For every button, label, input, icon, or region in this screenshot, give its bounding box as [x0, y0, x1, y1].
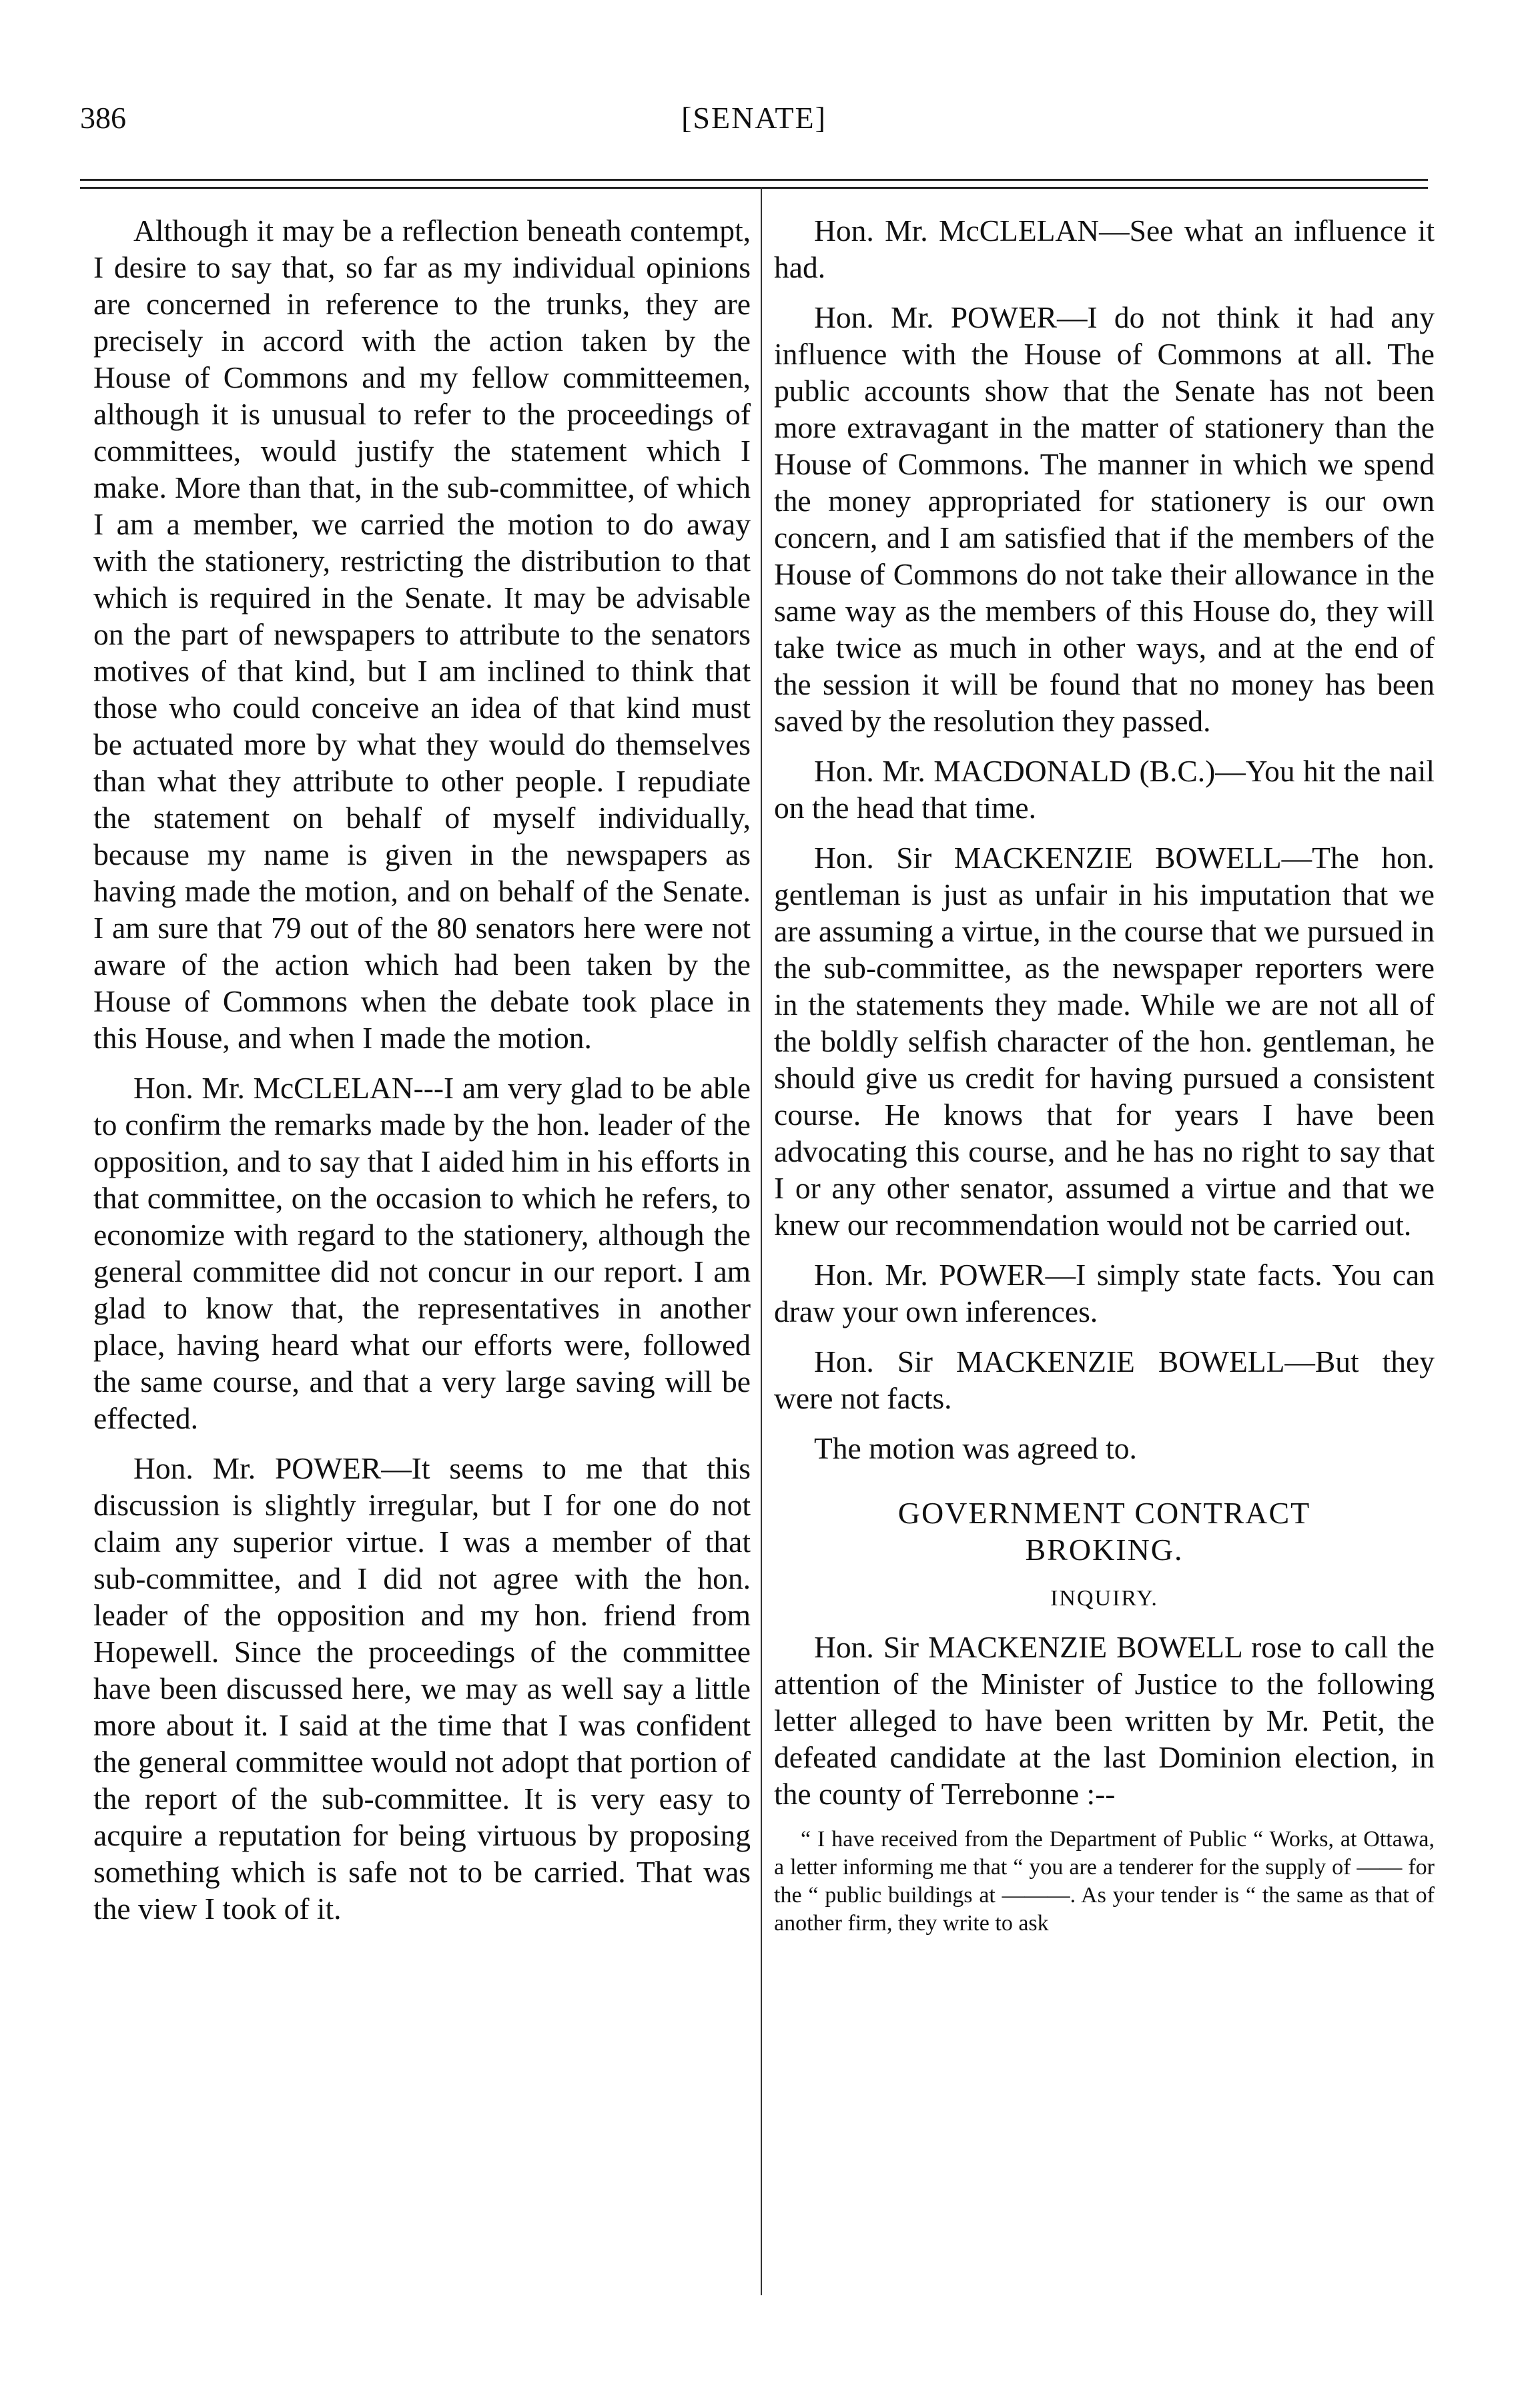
paragraph: Hon. Mr. POWER—I simply state facts. You can draw your own inferences. — [774, 1258, 1435, 1328]
paragraph: Hon. Sir MACKENZIE BOWELL—But they were not facts. — [774, 1344, 1435, 1415]
paragraph: Hon. Mr. POWER—I do not think it had any influence with the House of Commons at all. The public accounts show that the Senate has not been more extravagant in the matter of stationery than the House of Commons. The manner in which we spend the money appropriated for stationery is our own concern, and I am satisfied that if the members of the House of Commons do not take their allowance in the same way as the members of this House do, they will take twice as much in other ways, and at the end of the session it will be found that no money has been saved by the resolution they passed. — [774, 300, 1435, 738]
page-header — [80, 100, 1428, 147]
paragraph: Although it may be a reflection beneath contempt, I desire to say that, so far as my individual opinions are concerned in reference to the trunks, they are precisely in accord with the action taken by the House of Commons and my fellow committeemen, although it is unusual to refer to the proceedings of committees, would justify the statement which I make. More than that, in the sub-committee, of which I am a member, we carried the motion to do away with the stationery, restricting the distribution to that which is required in the Senate. It may be advisable on the part of newspapers to attribute to the senators motives of that kind, but I am inclined to think that those who could conceive an idea of that kind must be actuated more by what they would do themselves than what they attribute to other people. I repudiate the statement on behalf of myself individually, because my name is given in the newspapers as having made the motion, and on behalf of the Senate. I am sure that 79 out of the 80 senators here were not aware of the action which had been taken by the House of Commons when the debate took place in this House, and when I made the motion. — [93, 214, 751, 1055]
paragraph: Hon. Mr. POWER—It seems to me that this discussion is slightly irregular, but I for one do not claim any superior virtue. I was a member of that sub-committee, and I did not agree with the hon. leader of the opposition and my hon. friend from Hopewell. Since the proceedings of the committee have been discussed here, we may as well say a little more about it. I said at the time that I was confident the general committee would not adopt that portion of the report of the sub-committee. It is very easy to acquire a reputation for being virtuous by proposing something which is safe not to be carried. That was the view I took of it. — [93, 1451, 751, 1926]
right-column — [774, 212, 1435, 1938]
section-title-line: GOVERNMENT CONTRACT — [897, 1496, 1311, 1530]
paragraph: Hon. Sir MACKENZIE BOWELL rose to call the attention of the Minister of Justice to the following letter alleged to have been written by Mr. Petit, the defeated candidate at the last Dominion election, in the county of Terrebonne :-- — [774, 1630, 1435, 1811]
column-divider — [761, 187, 762, 2295]
running-head: [SENATE] — [681, 101, 827, 135]
quoted-letter — [774, 1826, 1435, 1938]
paragraph: Hon. Mr. McCLELAN---I am very glad to be able to confirm the remarks made by the hon. leader of the opposition, and to say that I aided him in his efforts in that committee, on the occasion to which he refers, to economize with regard to the stationery, although the general committee did not concur in our report. I am glad to know that, the representatives in another place, having heard what our efforts were, followed the same course, and that a very large saving will be effected. — [93, 1071, 751, 1435]
paragraph: Hon. Sir MACKENZIE BOWELL—The hon. gentleman is just as unfair in his imputation that we are assuming a virtue, in the course that we pursued in the sub-committee, as the newspaper reporters were in the statements they made. While we are not all of the boldly selfish character of the hon. gentleman, he should give us credit for having pursued a consistent course. He knows that for years I have been advocating this course, and he has no right to say that I or any other senator, assumed a virtue and that we knew our recommendation would not be carried out. — [774, 841, 1435, 1242]
page-number: 386 — [80, 101, 126, 135]
left-column — [93, 212, 751, 1940]
section-title-line: BROKING. — [1025, 1533, 1184, 1567]
subheading: INQUIRY. — [1050, 1586, 1158, 1611]
header-rule-bottom — [80, 187, 1428, 189]
section-title — [774, 1495, 1435, 1568]
paragraph: Hon. Mr. McCLELAN—See what an influence it had. — [774, 214, 1435, 284]
header-rule-top — [80, 179, 1428, 181]
quoted-letter-text: “ I have received from the Department of Public “ Works, at Ottawa, a letter informing me that “ you are a tenderer for the supply of —— for the “ public buildings at ———. As your tender is “ the same as that of another firm, they write to ask — [774, 1827, 1435, 1936]
paragraph: Hon. Mr. MACDONALD (B.C.)—You hit the nail on the head that time. — [774, 754, 1435, 825]
paragraph: The motion was agreed to. — [814, 1431, 1137, 1465]
